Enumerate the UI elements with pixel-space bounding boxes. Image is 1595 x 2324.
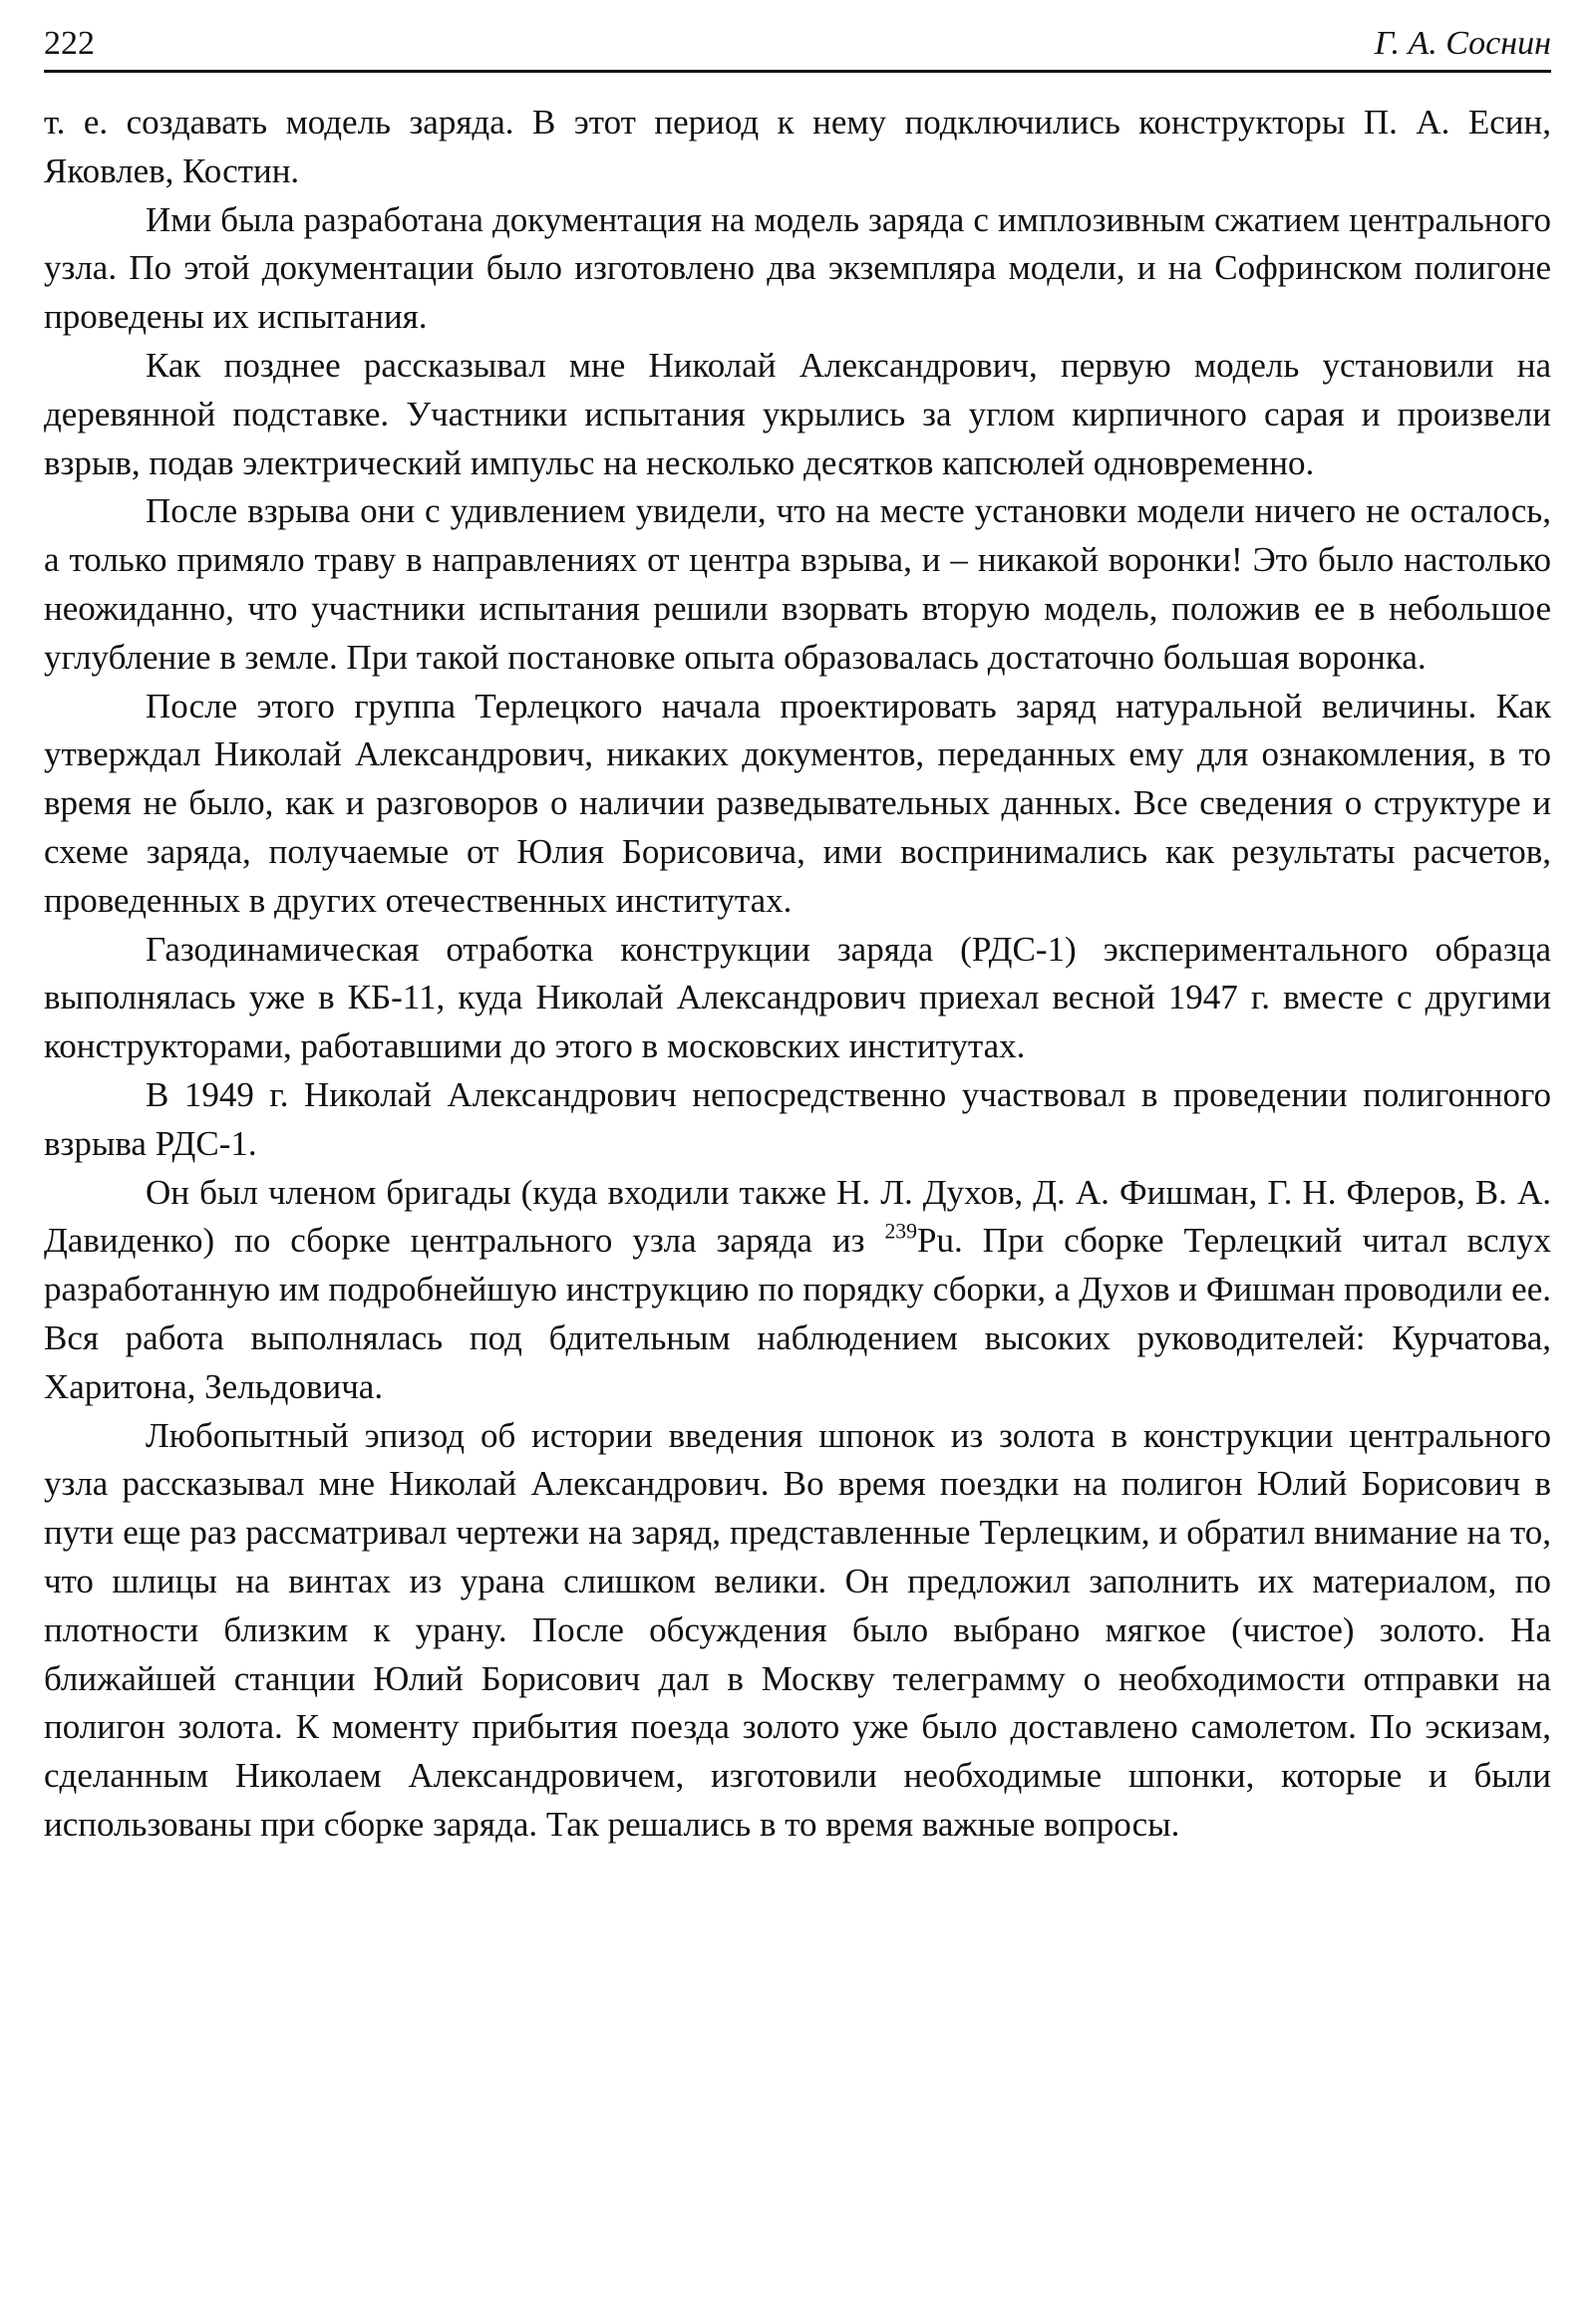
paragraph-9: Любопытный эпизод об истории введения шпонок из золота в конструкции центрального узла рассказывал мне Николай Александрович. Во время поездки на полигон Юлий Борисович в пути еще раз рассматривал чертежи на заряд, представленные Терлецким, и обратил внимание на то, что шлицы на винтах из урана слишком велики. Он предложил заполнить их материалом, по плотности близким к урану. После обсуждения было выбрано мягкое (чистое) золото. На ближайшей станции Юлий Борисович дал в Москву телеграмму о необходимости отправки на полигон золота. К моменту прибытия поезда золото уже было доставлено самолетом. По эскизам, сделанным Николаем Александровичем, изготовили необходимые шпонки, которые и были использованы при сборке заряда. Так решались в то время важные вопросы. (44, 1415, 1551, 1844)
paragraph-8 (44, 1169, 1551, 1412)
paragraph-4: После взрыва они с удивлением увидели, что на месте установки модели ничего не осталось, а только примяло траву в направлениях от центра взрыва, и – никакой воронки! Это было настолько неожиданно, что участники испытания решили взорвать вторую модель, положив ее в небольшое углубление в земле. При такой постановке опыта образовалась достаточно большая воронка. (44, 491, 1551, 677)
paragraph-1: т. е. создавать модель заряда. В этот период к нему подключились конструкторы П. А. Есин, Яковлев, Костин. (44, 103, 1551, 190)
paragraph-5: После этого группа Терлецкого начала проектировать заряд натуральной величины. Как утверждал Николай Александрович, никаких документов, переданных ему для ознакомления, в то время не было, как и разговоров о наличии разведывательных данных. Все сведения о структуре и схеме заряда, получаемые от Юлия Борисовича, ими воспринимались как результаты расчетов, проведенных в других отечественных институтах. (44, 686, 1551, 920)
paragraph-8-start: Он был членом бригады (куда входили также Н. Л. Духов, Д. А. Фишман, Г. Н. Флеров, В. А. Давиденко) по сборке центрального узла заряда из (44, 1172, 1551, 1261)
paragraph-8-end: Pu. При сборке Терлецкий читал вслух разработанную им подробнейшую инструкцию по порядку сборки, а Духов и Фишман проводили ее. Вся работа выполнялась под бдительным наблюдением высоких руководителей: Курчатова, Харитона, Зельдовича. (44, 1221, 1551, 1406)
book-page (44, 24, 1551, 1850)
paragraph-3: Как позднее рассказывал мне Николай Александрович, первую модель установили на деревянной подставке. Участники испытания укрылись за углом кирпичного сарая и произвели взрыв, подав электрический импульс на несколько десятков капсюлей одновременно. (44, 345, 1551, 482)
running-header (44, 24, 1551, 73)
paragraph-2: Ими была разработана документация на модель заряда с имплозивным сжатием центрального узла. По этой документации было изготовлено два экземпляра модели, и на Софринском полигоне проведены их испытания. (44, 199, 1551, 337)
paragraph-7: В 1949 г. Николай Александрович непосредственно участвовал в проведении полигонного взрыва РДС-1. (44, 1074, 1551, 1163)
isotope-mass-number: 239 (884, 1219, 917, 1244)
running-title: Г. А. Соснин (1374, 25, 1551, 62)
page-number: 222 (44, 25, 95, 62)
paragraph-6: Газодинамическая отработка конструкции заряда (РДС-1) экспериментального образца выполнялась уже в КБ-11, куда Николай Александрович приехал весной 1947 г. вместе с другими конструкторами, работавшими до этого в московских институтах. (44, 929, 1551, 1066)
body-text (44, 99, 1551, 1850)
